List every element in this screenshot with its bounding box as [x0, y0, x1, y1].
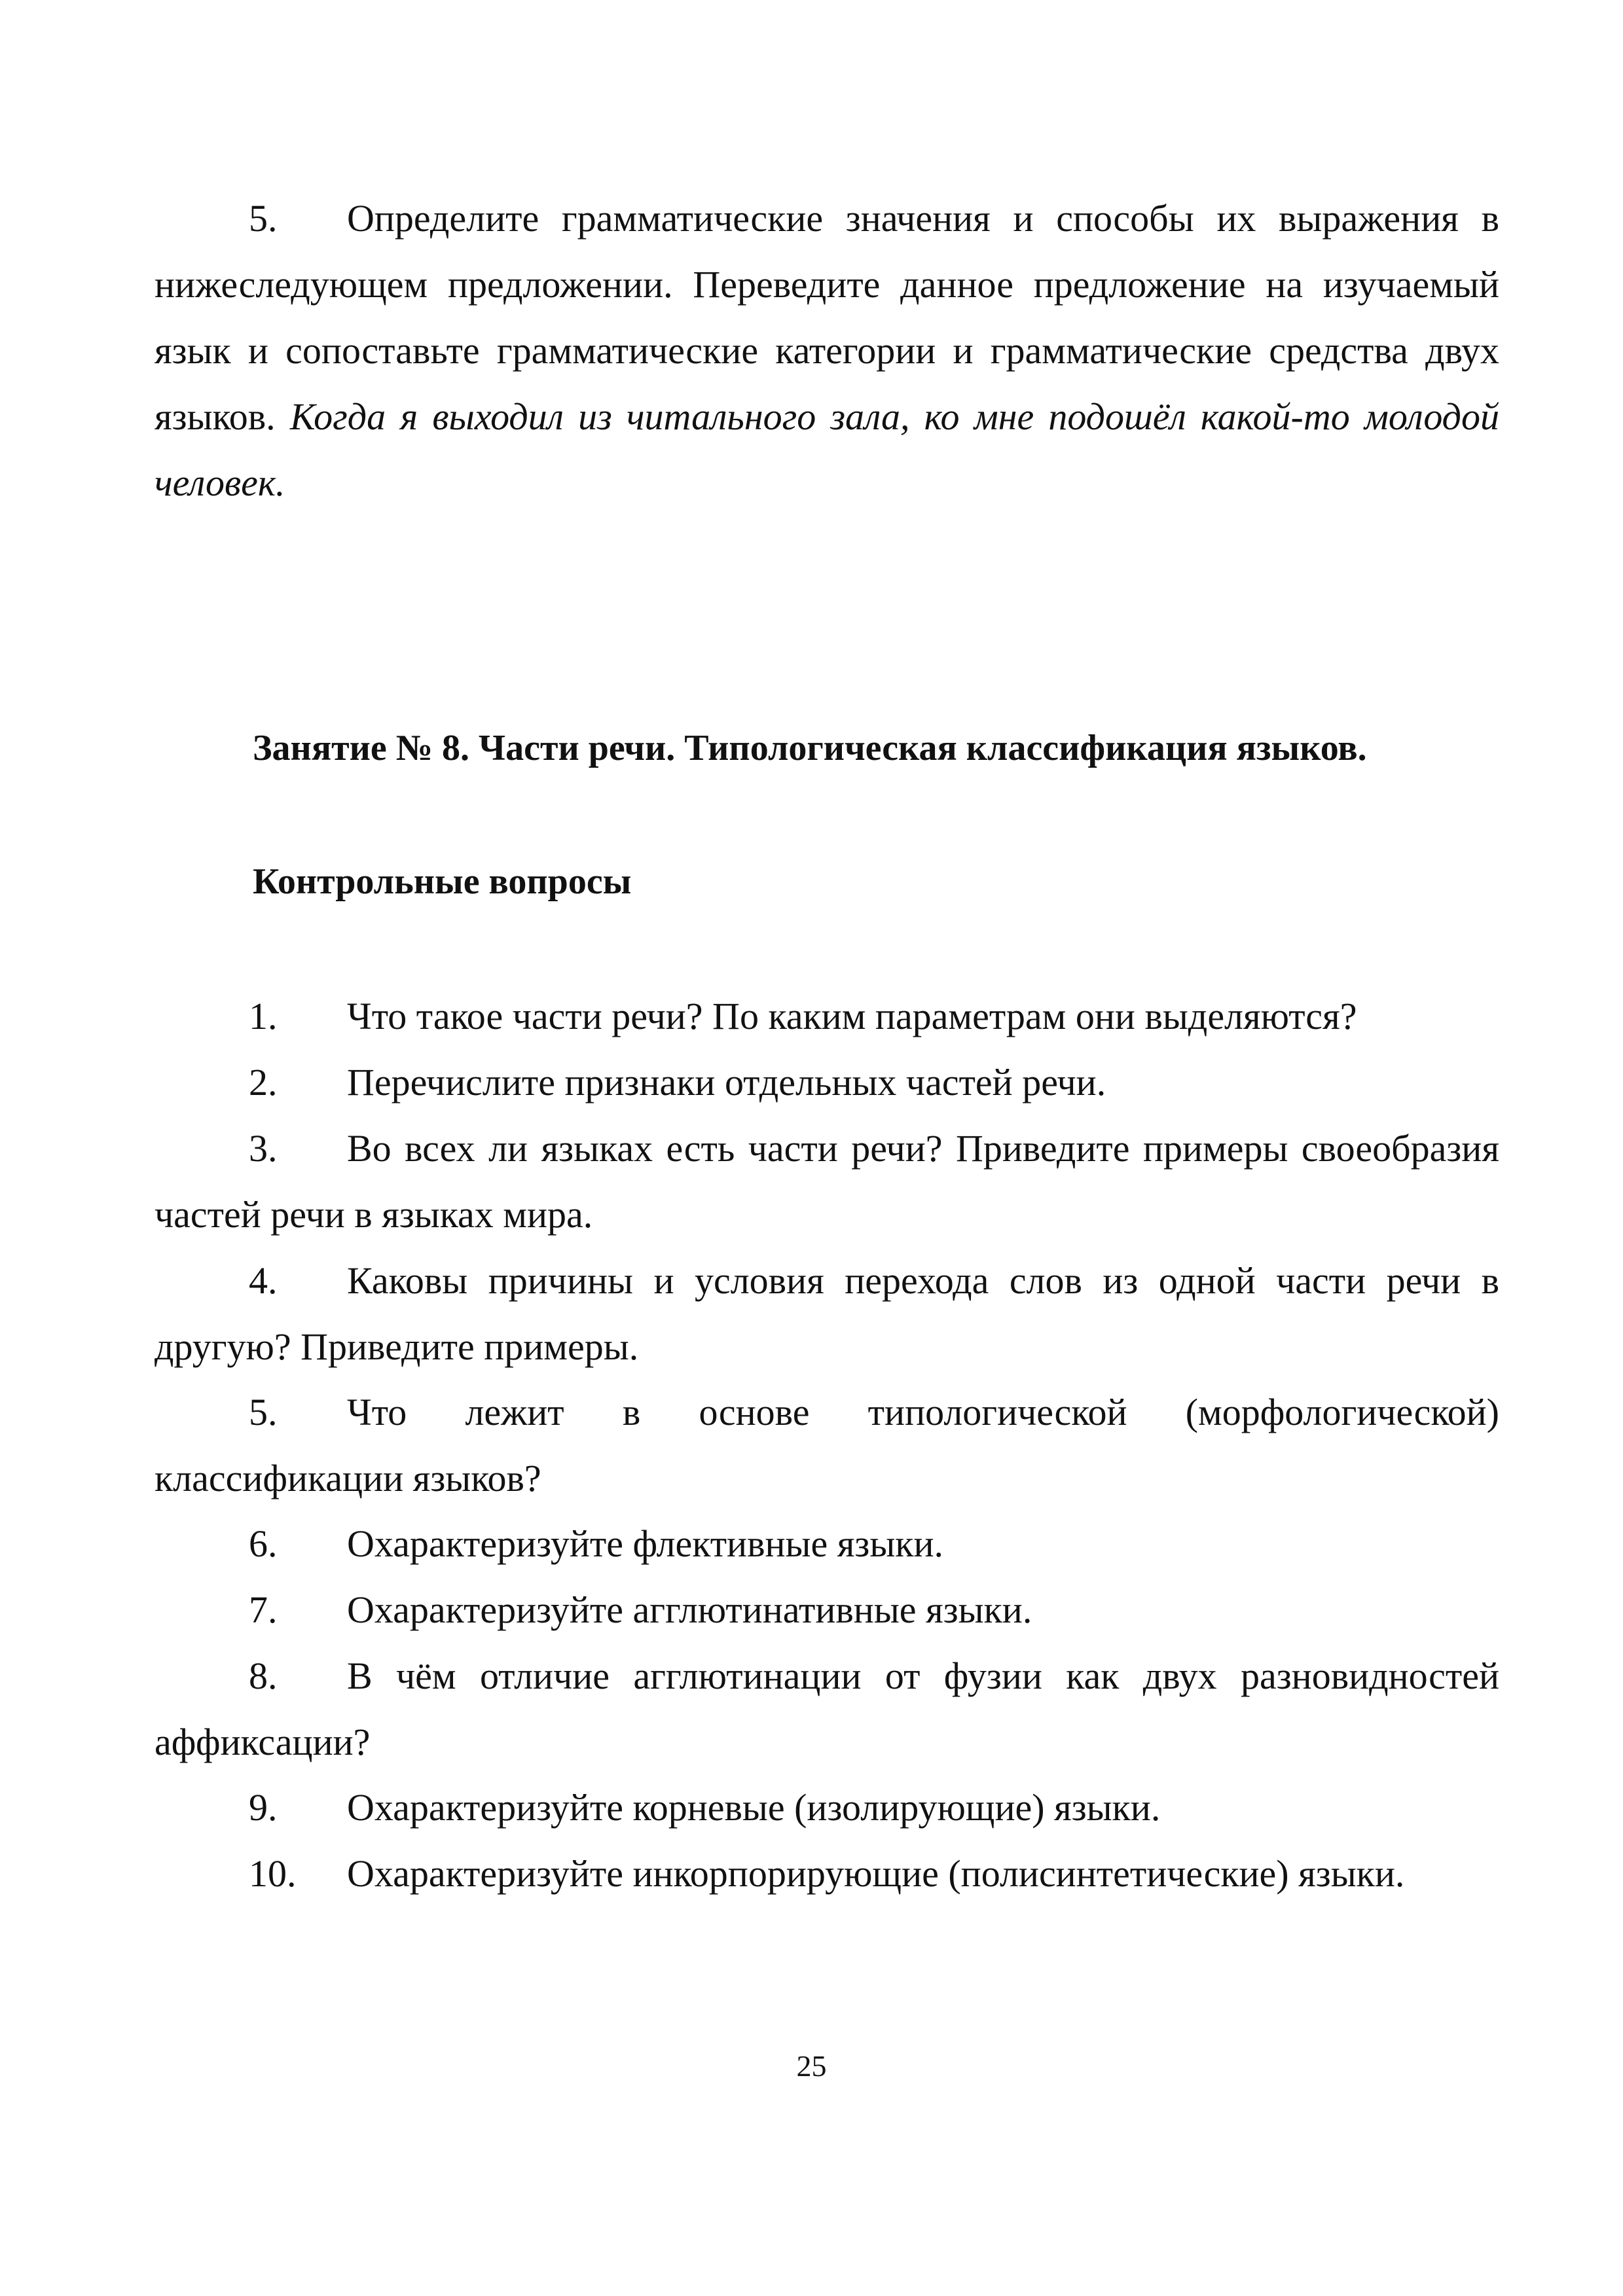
question-8: [155, 1643, 1499, 1775]
question-3: [155, 1115, 1499, 1247]
question-text: Охарактеризуйте корневые (изолирующие) языки.: [347, 1786, 1161, 1829]
question-10: [155, 1840, 1499, 1907]
question-number: 8.: [249, 1655, 278, 1697]
lesson-title: Занятие № 8. Части речи. Типологическая классификация языков.: [253, 728, 1367, 768]
question-text: Охарактеризуйте инкорпорирующие (полисинтетические) языки.: [347, 1852, 1405, 1895]
question-text: Что лежит в основе типологической (морфологической) классификации языков?: [155, 1391, 1499, 1499]
task-5-number: 5.: [249, 197, 278, 240]
question-text: В чём отличие агглютинации от фузии как двух разновидностей аффиксации?: [155, 1655, 1499, 1763]
question-text: Охарактеризуйте флективные языки.: [347, 1522, 944, 1565]
question-number: 10.: [249, 1852, 297, 1895]
page-number: 25: [796, 2049, 827, 2083]
task-5-example-sentence: Когда я выходил из читального зала, ко мне подошёл какой-то молодой человек.: [155, 395, 1499, 504]
question-text: Что такое части речи? По каким параметрам они выделяются?: [347, 995, 1357, 1037]
question-number: 9.: [249, 1786, 278, 1829]
question-6: [155, 1511, 1499, 1577]
task-5-paragraph: [155, 185, 1499, 516]
question-text: Во всех ли языках есть части речи? Приведите примеры своеобразия частей речи в языках мира.: [155, 1127, 1499, 1236]
question-text: Перечислите признаки отдельных частей речи.: [347, 1061, 1106, 1103]
question-2: [155, 1049, 1499, 1115]
question-number: 6.: [249, 1522, 278, 1565]
question-text: Охарактеризуйте агглютинативные языки.: [347, 1588, 1032, 1631]
question-text: Каковы причины и условия перехода слов из одной части речи в другую? Приведите примеры.: [155, 1259, 1499, 1368]
question-number: 2.: [249, 1061, 278, 1103]
question-number: 3.: [249, 1127, 278, 1170]
task-5-text: Определите грамматические значения и способы их выражения в нижеследующем предложении. Переведите данное предложение на изучаемый язык и сопоставьте грамматические категории и грамматические средства двух языков.: [155, 197, 1499, 438]
question-number: 5.: [249, 1391, 278, 1433]
question-9: [155, 1774, 1499, 1840]
question-1: [155, 983, 1499, 1049]
question-5: [155, 1379, 1499, 1511]
question-4: [155, 1247, 1499, 1380]
section-subtitle: Контрольные вопросы: [253, 861, 632, 902]
question-7: [155, 1577, 1499, 1643]
question-number: 7.: [249, 1588, 278, 1631]
question-number: 1.: [249, 995, 278, 1037]
question-number: 4.: [249, 1259, 278, 1302]
